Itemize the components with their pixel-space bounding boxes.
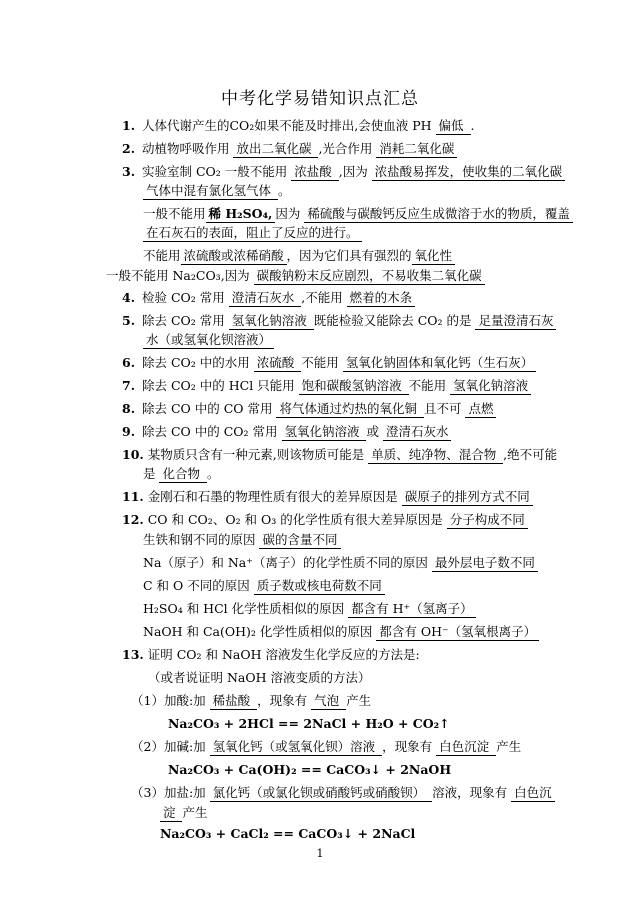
item-8 bbox=[122, 401, 496, 417]
item-text: 产生 bbox=[496, 739, 522, 754]
item-12-iron-steel bbox=[143, 532, 341, 548]
answer-blank: 氢氧化钙（或氢氧化钡）溶液 bbox=[210, 739, 382, 756]
equation-3 bbox=[160, 826, 415, 842]
answer-blank: 淀 bbox=[160, 805, 182, 822]
method-2 bbox=[131, 739, 521, 755]
item-number: 4. bbox=[122, 290, 136, 305]
item-text: 不能用 bbox=[408, 378, 451, 393]
item-text: . bbox=[470, 118, 475, 133]
item-text: 。 bbox=[277, 183, 291, 198]
item-text: 证明 CO₂ 和 NaOH 溶液发生化学反应的方法是: bbox=[147, 647, 420, 662]
item-text: 生铁和钢不同的原因 bbox=[143, 532, 260, 547]
item-text: 某物质只含有一种元素,则该物质可能是 bbox=[147, 447, 369, 462]
answer-blank: 氢氧化钠溶液 bbox=[282, 424, 367, 441]
method-3 bbox=[131, 785, 555, 801]
item-text: 金刚石和石墨的物理性质有很大的差异原因是 bbox=[147, 489, 402, 504]
item-text: 因为 bbox=[275, 206, 305, 221]
chemical-equation: Na₂CO₃ + Ca(OH)₂ == CaCO₃↓ + 2NaOH bbox=[168, 762, 452, 777]
item-3-note-a-continued bbox=[143, 225, 362, 241]
item-12-na-ion bbox=[143, 555, 538, 571]
equation-2 bbox=[168, 762, 451, 778]
answer-blank: 氢氧化钠固体和氧化钙（生石灰） bbox=[343, 355, 537, 372]
item-5-continued bbox=[143, 332, 274, 348]
item-text: （或者说证明 NaOH 溶液变质的方法） bbox=[148, 670, 371, 685]
item-text: 除去 CO₂ 中的 HCl 只能用 bbox=[141, 378, 299, 393]
item-3-note-a bbox=[143, 206, 573, 222]
item-7 bbox=[122, 378, 531, 394]
method-3-continued bbox=[160, 805, 208, 821]
item-text: 溶液，现象有 bbox=[432, 785, 512, 800]
item-text: NaOH 和 Ca(OH)₂ 化学性质相似的原因 bbox=[143, 624, 377, 639]
item-number: 12. bbox=[122, 512, 144, 527]
answer-blank: 化合物 bbox=[159, 466, 206, 483]
item-12-acids bbox=[143, 601, 476, 617]
item-3-note-b bbox=[143, 248, 455, 264]
item-2 bbox=[122, 141, 457, 157]
item-3 bbox=[122, 164, 565, 180]
answer-blank: 单质、纯净物、混合物 bbox=[368, 447, 503, 464]
answer-blank: 质子数或核电荷数不同 bbox=[254, 578, 385, 595]
item-number: 5. bbox=[122, 313, 136, 328]
answer-blank: 浓硫酸或浓稀硝酸 bbox=[181, 248, 287, 265]
item-text: 一般不能用 bbox=[143, 206, 206, 221]
item-4 bbox=[122, 290, 415, 306]
item-text: ,因为 bbox=[338, 164, 372, 179]
item-number: 8. bbox=[122, 401, 136, 416]
chemical-equation: Na₂CO₃ + CaCl₂ == CaCO₃↓ + 2NaCl bbox=[160, 826, 416, 841]
item-text: 产生 bbox=[182, 805, 208, 820]
item-text: ,绝不可能 bbox=[503, 447, 558, 462]
item-3-continued bbox=[143, 183, 291, 199]
item-text: 动植物呼吸作用 bbox=[141, 141, 234, 156]
item-text: 。 bbox=[206, 466, 220, 481]
answer-blank: 分子构成不同 bbox=[447, 512, 528, 529]
item-number: 3. bbox=[122, 164, 136, 179]
answer-blank: 最外层电子数不同 bbox=[432, 555, 538, 572]
item-5 bbox=[122, 313, 556, 329]
answer-blank: 将气体通过灼热的氧化铜 bbox=[276, 401, 423, 418]
item-3-note-c bbox=[106, 268, 485, 284]
item-text: 或 bbox=[366, 424, 383, 439]
answer-blank: 白色沉 bbox=[511, 785, 555, 802]
answer-blank: 白色沉淀 bbox=[436, 739, 496, 756]
answer-blank: 稀 H₂SO₄, bbox=[206, 206, 276, 223]
answer-blank: 偏低 bbox=[436, 118, 471, 135]
item-text: ,不能用 bbox=[301, 290, 347, 305]
item-13 bbox=[122, 647, 420, 663]
item-text: （1）加酸:加 bbox=[131, 693, 210, 708]
item-text: 检验 CO₂ 常用 bbox=[141, 290, 229, 305]
item-text: ，现象有 bbox=[257, 693, 312, 708]
answer-blank: 在石灰石的表面，阻止了反应的进行。 bbox=[143, 225, 362, 242]
answer-blank: 浓盐酸易挥发，使收集的二氧化碳 bbox=[372, 164, 566, 181]
method-1 bbox=[131, 693, 371, 709]
answer-blank: 澄清石灰水 bbox=[229, 290, 301, 307]
answer-blank: 足量澄清石灰 bbox=[475, 313, 556, 330]
answer-blank: 气泡 bbox=[311, 693, 346, 710]
item-text: 是 bbox=[143, 466, 160, 481]
answer-blank: 放出二氧化碳 bbox=[233, 141, 318, 158]
item-text: ，现象有 bbox=[382, 739, 437, 754]
item-text: 人体代谢产生的CO₂如果不能及时排出,会使血液 PH bbox=[141, 118, 436, 133]
answer-blank: 稀盐酸 bbox=[210, 693, 257, 710]
item-12-bases bbox=[143, 624, 539, 640]
answer-blank: 燃着的木条 bbox=[347, 290, 416, 307]
item-text: 产生 bbox=[346, 693, 372, 708]
item-10-continued bbox=[143, 466, 219, 482]
answer-blank: 碳酸钠粉末反应剧烈，不易收集二氧化碳 bbox=[254, 268, 485, 285]
answer-blank: 氢氧化钠溶液 bbox=[450, 378, 531, 395]
answer-blank: 饱和碳酸氢钠溶液 bbox=[299, 378, 409, 395]
answer-blank: 浓硫酸 bbox=[254, 355, 301, 372]
item-number: 10. bbox=[122, 447, 144, 462]
page-title: 中考化学易错知识点汇总 bbox=[221, 89, 419, 109]
item-text: ,光合作用 bbox=[318, 141, 377, 156]
chemical-equation: Na₂CO₃ + 2HCl == 2NaCl + H₂O + CO₂↑ bbox=[168, 716, 450, 731]
equation-1 bbox=[168, 716, 450, 732]
answer-blank: 都含有 H⁺（氢离子） bbox=[348, 601, 475, 618]
item-9 bbox=[122, 424, 451, 440]
item-text: 且不可 bbox=[423, 401, 466, 416]
item-number: 9. bbox=[122, 424, 136, 439]
item-text: 除去 CO₂ 中的水用 bbox=[141, 355, 254, 370]
page-number: 1 bbox=[316, 847, 324, 860]
answer-blank: 稀硫酸与碳酸钙反应生成微溶于水的物质，覆盖 bbox=[304, 206, 573, 223]
item-number: 13. bbox=[122, 647, 144, 662]
item-13-subtitle bbox=[148, 670, 371, 686]
answer-blank: 氢氧化钠溶液 bbox=[229, 313, 314, 330]
item-11 bbox=[122, 489, 533, 505]
item-number: 11. bbox=[122, 489, 144, 504]
item-text: CO 和 CO₂、O₂ 和 O₃ 的化学性质有很大差异原因是 bbox=[147, 512, 447, 527]
item-text: ，因为它们具有强烈的 bbox=[286, 248, 412, 263]
answer-blank: 水（或氢氧化钡溶液） bbox=[143, 332, 274, 349]
item-number: 7. bbox=[122, 378, 136, 393]
item-6 bbox=[122, 355, 536, 371]
answer-blank: 消耗二氧化碳 bbox=[376, 141, 457, 158]
item-text: 因为 bbox=[224, 268, 254, 283]
item-10 bbox=[122, 447, 557, 463]
item-text: 一般不能用 Na₂CO₃, bbox=[106, 268, 225, 283]
item-12-c-o bbox=[143, 578, 385, 594]
item-text: 既能检验又能除去 CO₂ 的是 bbox=[313, 313, 476, 328]
item-text: 不能用 bbox=[143, 248, 181, 263]
answer-blank: 碳原子的排列方式不同 bbox=[402, 489, 533, 506]
answer-blank: 都含有 OH⁻（氢氧根离子） bbox=[376, 624, 539, 641]
item-number: 6. bbox=[122, 355, 136, 370]
item-text: C 和 O 不同的原因 bbox=[143, 578, 254, 593]
answer-blank: 浓盐酸 bbox=[291, 164, 338, 181]
answer-blank: 碳的含量不同 bbox=[259, 532, 340, 549]
item-text: 除去 CO 中的 CO₂ 常用 bbox=[141, 424, 282, 439]
item-text: 除去 CO 中的 CO 常用 bbox=[141, 401, 277, 416]
answer-blank: 氯化钙（或氯化钡或硝酸钙或硝酸钡） bbox=[210, 785, 432, 802]
item-text: H₂SO₄ 和 HCl 化学性质相似的原因 bbox=[143, 601, 349, 616]
item-text: 实验室制 CO₂ 一般不能用 bbox=[141, 164, 292, 179]
item-1 bbox=[122, 118, 475, 134]
answer-blank: 氧化性 bbox=[412, 248, 456, 265]
item-text: Na（原子）和 Na⁺（离子）的化学性质不同的原因 bbox=[143, 555, 432, 570]
item-number: 2. bbox=[122, 141, 136, 156]
item-text: 除去 CO₂ 常用 bbox=[141, 313, 229, 328]
item-text: （3）加盐:加 bbox=[131, 785, 210, 800]
answer-blank: 澄清石灰水 bbox=[383, 424, 452, 441]
item-12 bbox=[122, 512, 528, 528]
answer-blank: 点燃 bbox=[465, 401, 496, 418]
item-number: 1. bbox=[122, 118, 136, 133]
item-text: （2）加碱:加 bbox=[131, 739, 210, 754]
answer-blank: 气体中混有氯化氢气体 bbox=[143, 183, 278, 200]
item-text: 不能用 bbox=[301, 355, 343, 370]
